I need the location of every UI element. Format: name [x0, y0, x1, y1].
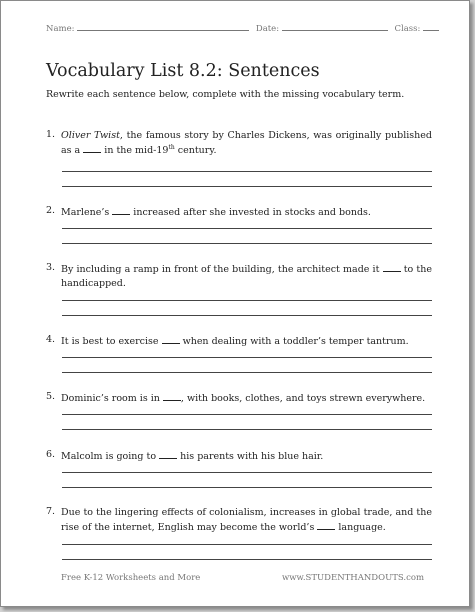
writing-line[interactable]	[62, 544, 432, 545]
date-label: Date:	[255, 24, 280, 34]
missing-term-blank	[383, 262, 401, 272]
writing-line[interactable]	[62, 559, 432, 560]
writing-line[interactable]	[62, 300, 432, 301]
superscript: th	[168, 143, 175, 151]
question-number: 1.	[46, 129, 56, 140]
question-text-part: Due to the lingering effects of colonialism, increases in global trade, and the rise of the internet, English may become the world’s	[61, 507, 432, 533]
missing-term-blank	[163, 391, 181, 401]
question-number: 3.	[46, 262, 56, 273]
question-text-part: Dominic’s room is in	[61, 393, 160, 404]
question-text-part: increased after she invested in stocks and bonds.	[133, 207, 371, 218]
writing-line[interactable]	[62, 472, 432, 473]
question-text-part: in the mid-19	[104, 145, 169, 156]
question-text-part: language.	[338, 522, 386, 533]
question-text	[61, 391, 432, 406]
writing-line[interactable]	[62, 243, 432, 244]
question-text-part: Malcolm is going to	[61, 451, 157, 462]
instructions: Rewrite each sentence below, complete with the missing vocabulary term.	[46, 89, 405, 100]
question-text-part: By including a ramp in front of the building, the architect made it	[61, 264, 380, 275]
question-text	[61, 506, 432, 535]
question-number: 2.	[46, 205, 56, 216]
name-line	[77, 22, 249, 31]
question-text	[61, 449, 432, 464]
writing-line[interactable]	[62, 186, 432, 187]
writing-line[interactable]	[62, 357, 432, 358]
question-text-part: his parents with his blue hair.	[180, 451, 324, 462]
page-title: Vocabulary List 8.2: Sentences	[46, 61, 320, 81]
writing-line[interactable]	[62, 429, 432, 430]
writing-line[interactable]	[62, 414, 432, 415]
question-text-part: It is best to exercise	[61, 336, 159, 347]
question-text-part: , with books, clothes, and toys strewn everywhere.	[180, 393, 426, 404]
question-number: 6.	[46, 449, 56, 460]
question-text	[61, 205, 432, 220]
name-label: Name:	[46, 24, 75, 34]
book-title: Oliver Twist	[61, 130, 120, 141]
missing-term-blank	[162, 334, 180, 344]
question-number: 4.	[46, 334, 56, 345]
question-number: 7.	[46, 506, 56, 517]
missing-term-blank	[317, 520, 335, 530]
missing-term-blank	[112, 205, 130, 215]
writing-line[interactable]	[62, 315, 432, 316]
writing-line[interactable]	[62, 171, 432, 172]
question-text	[61, 129, 432, 158]
header-fields	[46, 22, 431, 34]
question-text-part: , the famous story by Charles Dickens, was originally published as a	[61, 130, 432, 156]
question-text-part: Marlene’s	[61, 207, 110, 218]
question-text	[61, 262, 432, 291]
question-text-part: century.	[177, 145, 217, 156]
writing-line[interactable]	[62, 228, 432, 229]
writing-line[interactable]	[62, 372, 432, 373]
question-text-part: when dealing with a toddler’s temper tantrum.	[182, 336, 409, 347]
footer-right[interactable]: www.STUDENTHANDOUTS.com	[282, 573, 425, 583]
question-text-part: to the handicapped.	[61, 264, 432, 289]
class-label: Class:	[394, 24, 421, 34]
class-line	[423, 22, 439, 31]
question-text	[61, 334, 432, 349]
footer-left: Free K-12 Worksheets and More	[61, 573, 201, 583]
missing-term-blank	[159, 449, 177, 459]
missing-term-blank	[83, 143, 101, 153]
writing-line[interactable]	[62, 487, 432, 488]
question-number: 5.	[46, 391, 56, 402]
date-line	[282, 22, 388, 31]
